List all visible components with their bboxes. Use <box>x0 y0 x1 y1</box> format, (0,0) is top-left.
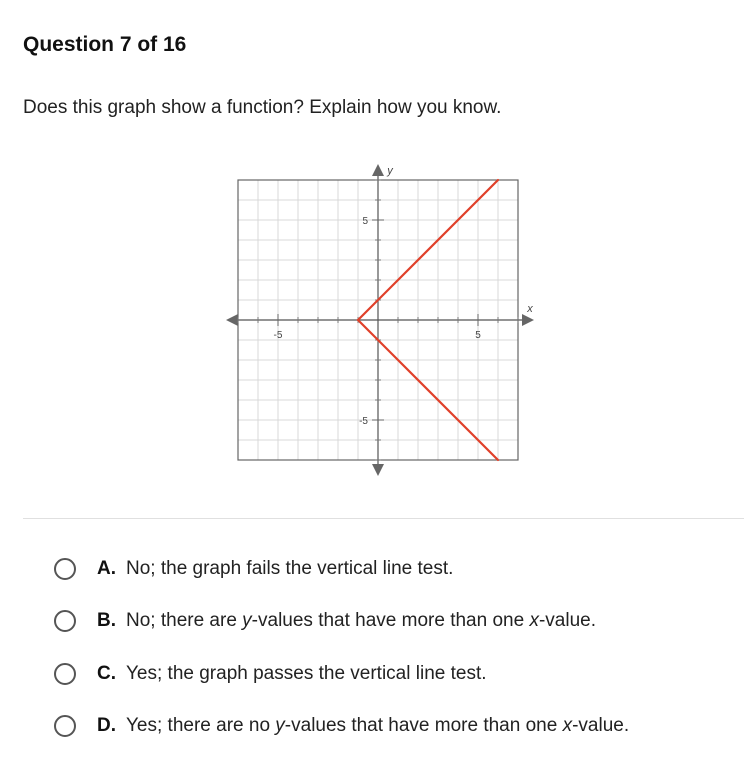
lower-branch <box>358 320 498 460</box>
x-axis-right-arrow <box>522 314 534 326</box>
choice-b[interactable] <box>54 606 596 636</box>
x-tick-label: -5 <box>273 330 283 341</box>
graph-axes <box>226 164 534 476</box>
choice-c-letter: C. <box>97 663 116 684</box>
x-axis-left-arrow <box>226 314 238 326</box>
x-axis-label: x <box>527 303 533 315</box>
coordinate-graph <box>220 160 540 480</box>
choice-a-letter: A. <box>97 558 116 579</box>
choice-d-text: Yes; there are no y-values that have more than one x-value. <box>126 715 630 736</box>
radio-d[interactable] <box>54 715 76 737</box>
y-axis-label: y <box>387 165 393 177</box>
choice-c-text: Yes; the graph passes the vertical line test. <box>126 663 487 684</box>
divider <box>23 518 744 519</box>
choice-b-text: No; there are y-values that have more than one x-value. <box>126 610 596 631</box>
choice-a[interactable] <box>54 554 453 584</box>
upper-branch <box>358 180 498 320</box>
x-tick-label: 5 <box>475 330 481 341</box>
radio-a[interactable] <box>54 558 76 580</box>
y-tick-label: -5 <box>359 416 368 427</box>
question-header: Question 7 of 16 <box>23 33 187 56</box>
choice-b-letter: B. <box>97 610 116 631</box>
question-prompt: Does this graph show a function? Explain how you know. <box>23 97 502 118</box>
y-axis-up-arrow <box>372 164 384 176</box>
choice-c[interactable] <box>54 659 487 689</box>
choice-a-text: No; the graph fails the vertical line test. <box>126 558 454 579</box>
graph-ticks <box>238 165 533 460</box>
radio-b[interactable] <box>54 610 76 632</box>
y-axis-down-arrow <box>372 464 384 476</box>
choice-d[interactable] <box>54 711 629 741</box>
choice-d-letter: D. <box>97 715 116 736</box>
y-tick-label: 5 <box>362 216 368 227</box>
radio-c[interactable] <box>54 663 76 685</box>
